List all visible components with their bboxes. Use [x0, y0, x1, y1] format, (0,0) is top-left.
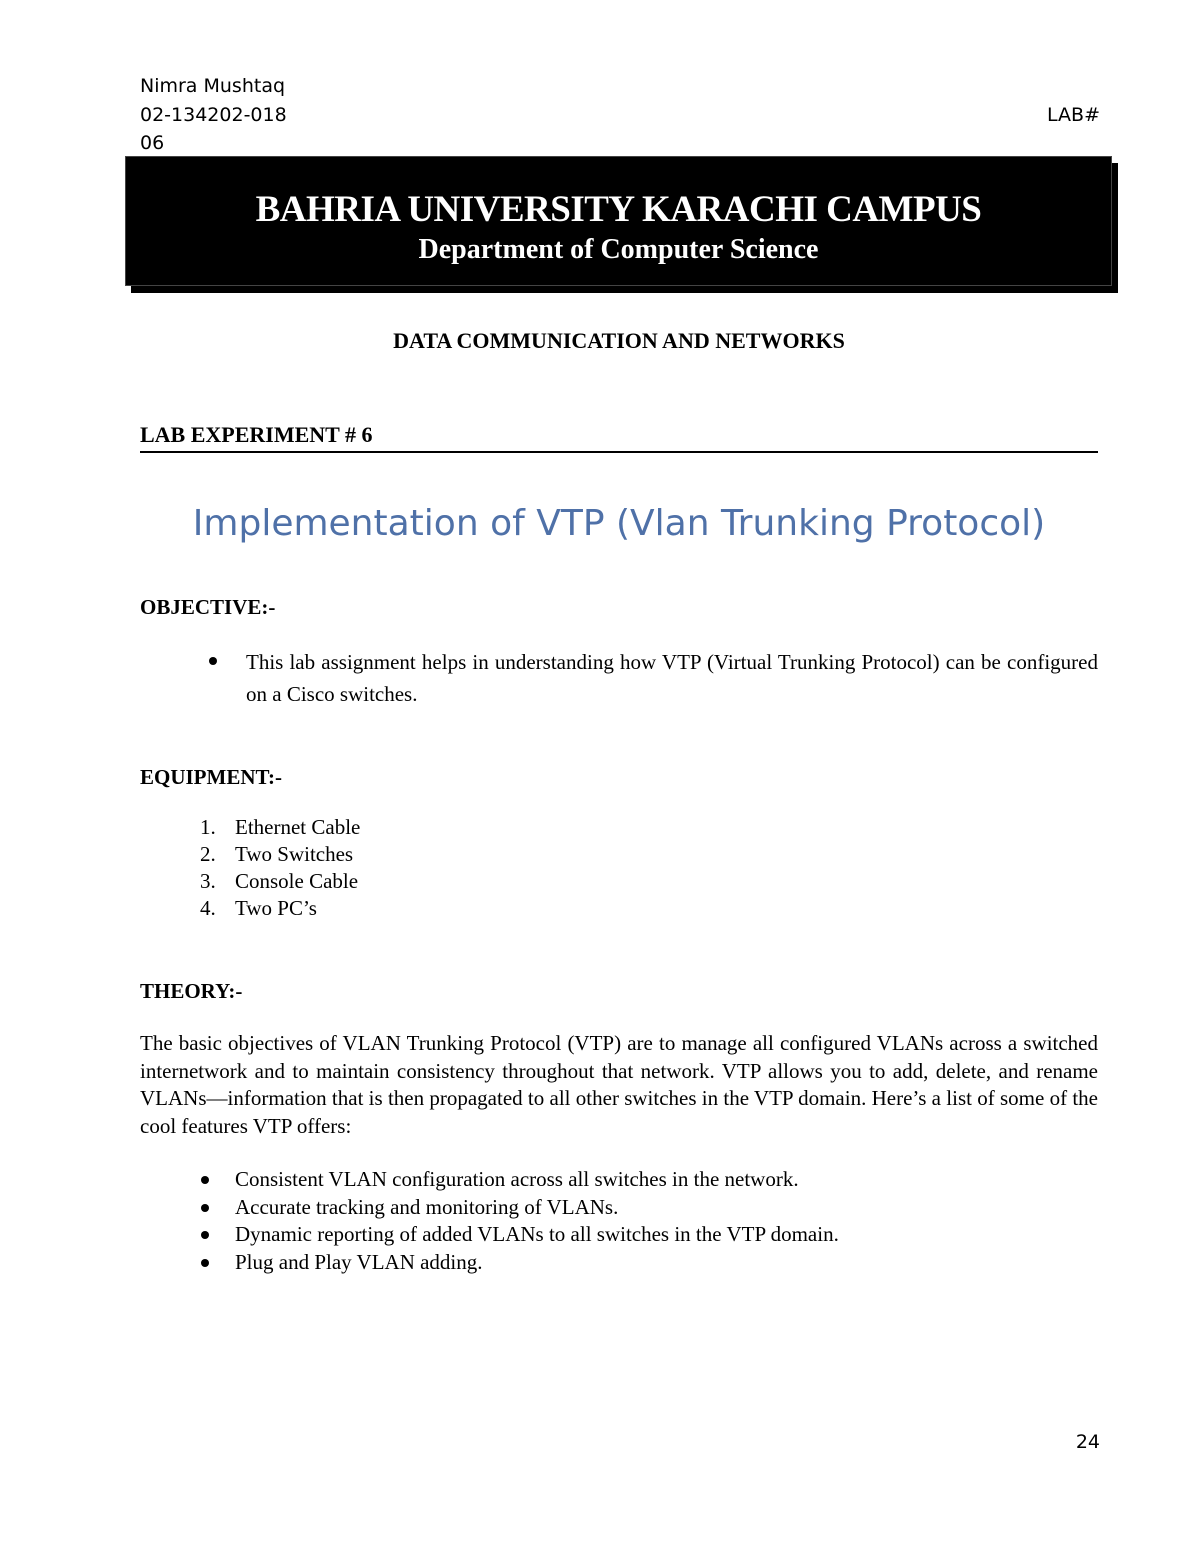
- list-text: Console Cable: [235, 869, 359, 893]
- bullet-icon: [201, 1231, 209, 1239]
- bullet-icon: [209, 657, 217, 665]
- course-title: DATA COMMUNICATION AND NETWORKS: [393, 328, 845, 353]
- bullet-icon: [201, 1176, 209, 1184]
- bullet-icon: [201, 1204, 209, 1212]
- list-number: 2.: [200, 842, 216, 866]
- list-item: [200, 1194, 839, 1222]
- student-name: Nimra Mushtaq: [140, 75, 286, 97]
- objective-item: This lab assignment helps in understanding how VTP (Virtual Trunking Protocol) can be configured on a Cisco switches.: [246, 650, 1098, 706]
- experiment-title: Implementation of VTP (Vlan Trunking Protocol): [192, 503, 1046, 544]
- list-item: [200, 814, 360, 841]
- bullet-icon: [201, 1259, 209, 1267]
- university-name: BAHRIA UNIVERSITY KARACHI CAMPUS: [255, 189, 982, 230]
- list-text: Ethernet Cable: [235, 815, 361, 839]
- department-name: Department of Computer Science: [418, 234, 819, 265]
- list-item: [200, 841, 360, 868]
- theory-feature-list: [200, 1166, 839, 1276]
- list-number: 4.: [200, 896, 216, 920]
- list-text: Dynamic reporting of added VLANs to all switches in the VTP domain.: [235, 1222, 839, 1246]
- lab-experiment-heading: LAB EXPERIMENT # 6: [140, 421, 1098, 453]
- list-item: [200, 868, 360, 895]
- student-id: 02-134202-018: [140, 104, 287, 126]
- list-text: Consistent VLAN configuration across all switches in the network.: [235, 1167, 799, 1191]
- list-item: [200, 895, 360, 922]
- university-banner: [125, 156, 1112, 286]
- lab-label: LAB#: [1047, 104, 1100, 126]
- list-text: Two Switches: [235, 842, 354, 866]
- list-item: [200, 1249, 839, 1277]
- list-text: Accurate tracking and monitoring of VLANs.: [235, 1194, 619, 1219]
- objective-heading: OBJECTIVE:-: [140, 595, 276, 619]
- list-text: Plug and Play VLAN adding.: [235, 1249, 483, 1274]
- equipment-list: [200, 814, 360, 922]
- equipment-heading: EQUIPMENT:-: [140, 765, 282, 789]
- list-number: 3.: [200, 869, 216, 893]
- theory-paragraph: The basic objectives of VLAN Trunking Protocol (VTP) are to manage all configured VLANs across a switched internetwork and to maintain consistency throughout that network. VTP allows you to add, delete, and rename VLANs—information that is then propagated to all other switches in the VTP domain. Here’s a list of some of the cool features VTP offers:: [140, 1031, 1098, 1138]
- list-item: [200, 1166, 839, 1194]
- lab-number: 06: [140, 132, 165, 154]
- theory-heading: THEORY:-: [140, 979, 243, 1003]
- list-item: [200, 1221, 839, 1249]
- list-text: Two PC’s: [235, 896, 317, 920]
- page-number: 24: [1075, 1431, 1100, 1453]
- list-number: 1.: [200, 815, 216, 839]
